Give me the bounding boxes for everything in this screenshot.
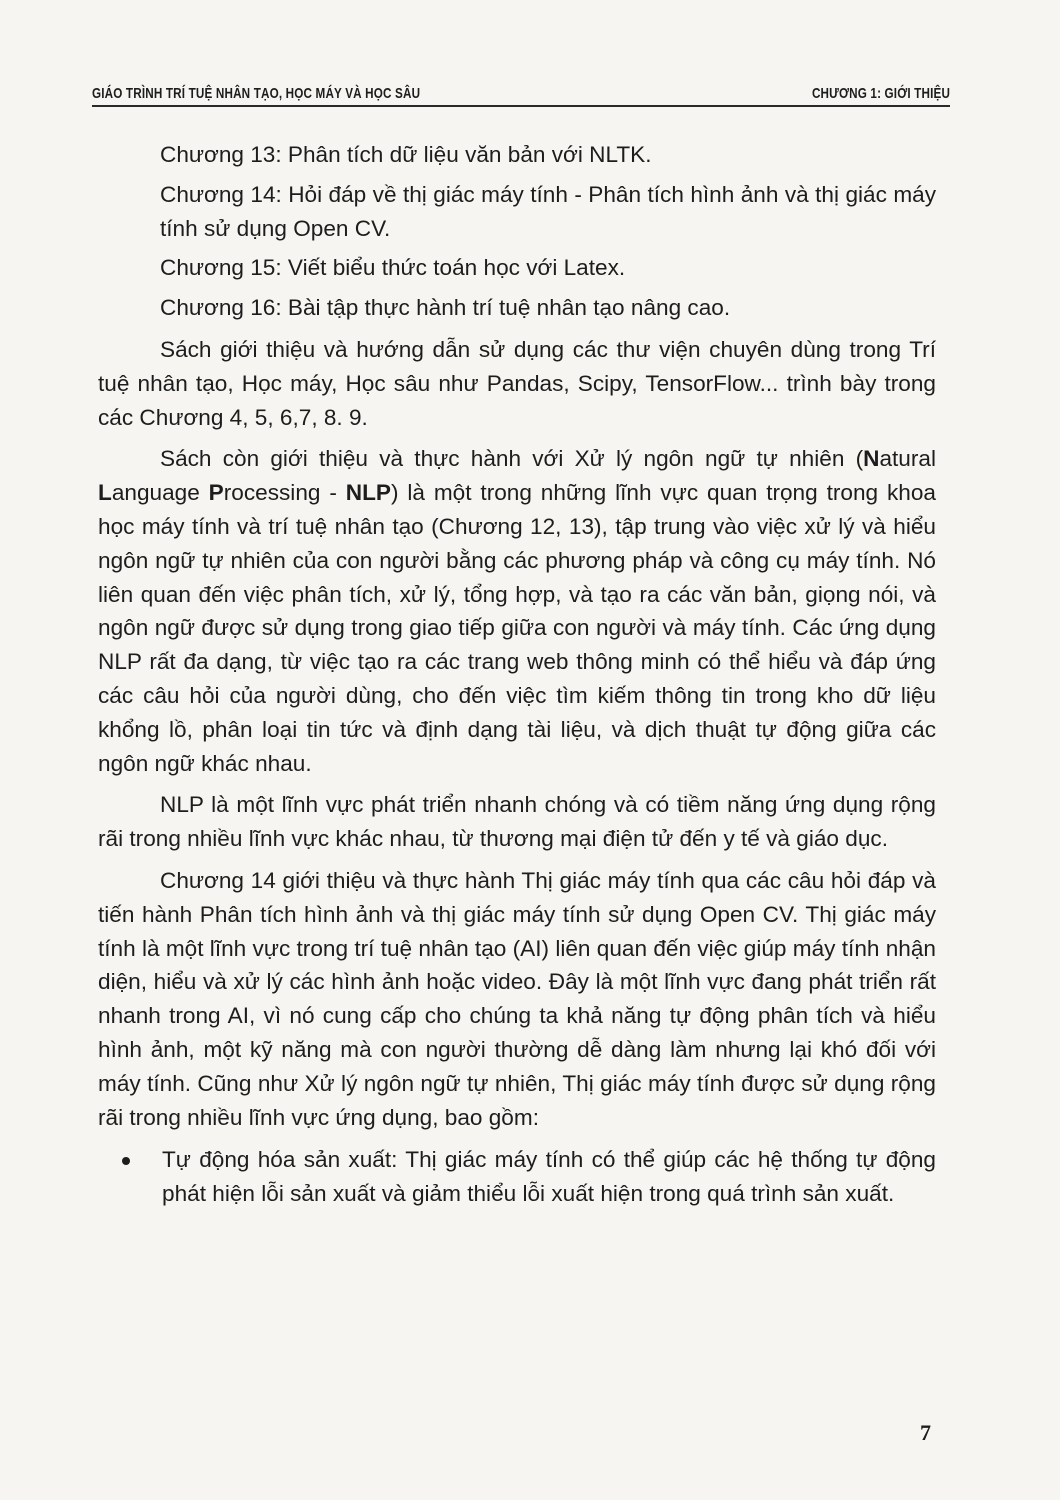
chapter-line-15: Chương 15: Viết biểu thức toán học với Latex. — [160, 255, 626, 281]
page-number: 7 — [920, 1420, 931, 1445]
nlp-word-anguage: anguage — [111, 480, 209, 506]
bullet-dot-icon — [98, 1143, 162, 1211]
nlp-letter-l: L — [98, 480, 112, 506]
nlp-word-atural: atural — [879, 446, 936, 472]
nlp-letter-n: N — [863, 446, 880, 472]
paragraph-nlp-growth: NLP là một lĩnh vực phát triển nhanh chóng và có tiềm năng ứng dụng rộng rãi trong nhiều lĩnh vực khác nhau, từ thương mại điện tử đến y tế và giáo dục. — [98, 792, 936, 852]
nlp-acronym: NLP — [345, 480, 391, 506]
page-body — [98, 138, 936, 1211]
paragraph-nlp-before: Sách còn giới thiệu và thực hành với Xử lý ngôn ngữ tự nhiên ( — [160, 446, 864, 472]
bullet-text: Tự động hóa sản xuất: Thị giác máy tính có thể giúp các hệ thống tự động phát hiện lỗi sản xuất và giảm thiểu lỗi xuất hiện trong quá trình sản xuất. — [162, 1147, 936, 1207]
paragraph-nlp-after: ) là một trong những lĩnh vực quan trọng trong khoa học máy tính và trí tuệ nhân tạo (Chương 12, 13), tập trung vào việc xử lý và hiểu ngôn ngữ tự nhiên của con người bằng các phương pháp và công cụ máy tính. Nó liên quan đến việc phân tích, xử lý, tổng hợp, và tạo ra các văn bản, giọng nói, và ngôn ngữ được sử dụng trong giao tiếp giữa con người và máy tính. Các ứng dụng NLP rất đa dạng, từ việc tạo ra các trang web thông minh có thể hiểu và đáp ứng các câu hỏi của người dùng, cho đến việc tìm kiếm thông tin trong kho dữ liệu khổng lồ, phân loại tin tức và định dạng tài liệu, và dịch thuật tự động giữa các ngôn ngữ khác nhau. — [98, 480, 936, 776]
nlp-word-rocessing: rocessing - — [223, 480, 346, 506]
bullet-item — [98, 1143, 936, 1211]
header-chapter-title: CHƯƠNG 1: GIỚI THIỆU — [811, 85, 950, 102]
chapter-line-13: Chương 13: Phân tích dữ liệu văn bản với NLTK. — [160, 142, 652, 167]
paragraph-computer-vision: Chương 14 giới thiệu và thực hành Thị giác máy tính qua các câu hỏi đáp và tiến hành Phân tích hình ảnh và thị giác máy tính sử dụng Open CV. Thị giác máy tính là một lĩnh vực trong trí tuệ nhân tạo (AI) liên quan đến việc giúp máy tính nhận diện, hiểu và xử lý các hình ảnh hoặc video. Đây là một lĩnh vực đang phát triển rất nhanh trong AI, vì nó cung cấp cho chúng ta khả năng tự động phân tích và hiểu hình ảnh, một kỹ năng mà con người thường dễ dàng làm nhưng lại khó đối với máy tính. Cũng như Xử lý ngôn ngữ tự nhiên, Thị giác máy tính được sử dụng rộng rãi trong nhiều lĩnh vực ứng dụng, bao gồm: — [98, 867, 936, 1130]
running-header — [92, 76, 950, 107]
paragraph-nlp — [98, 442, 936, 780]
paragraph-libraries: Sách giới thiệu và hướng dẫn sử dụng các thư viện chuyên dùng trong Trí tuệ nhân tạo, Học máy, Học sâu như Pandas, Scipy, TensorFlow... trình bày trong các Chương 4, 5, 6,7, 8. 9. — [98, 336, 936, 430]
chapter-line-14: Chương 14: Hỏi đáp về thị giác máy tính - Phân tích hình ảnh và thị giác máy tính sử dụng Open CV. — [160, 181, 936, 241]
chapter-line-16: Chương 16: Bài tập thực hành trí tuệ nhân tạo nâng cao. — [160, 295, 731, 321]
nlp-letter-p: P — [208, 480, 224, 506]
header-book-title: GIÁO TRÌNH TRÍ TUỆ NHÂN TẠO, HỌC MÁY VÀ HỌC SÂU — [92, 85, 421, 102]
